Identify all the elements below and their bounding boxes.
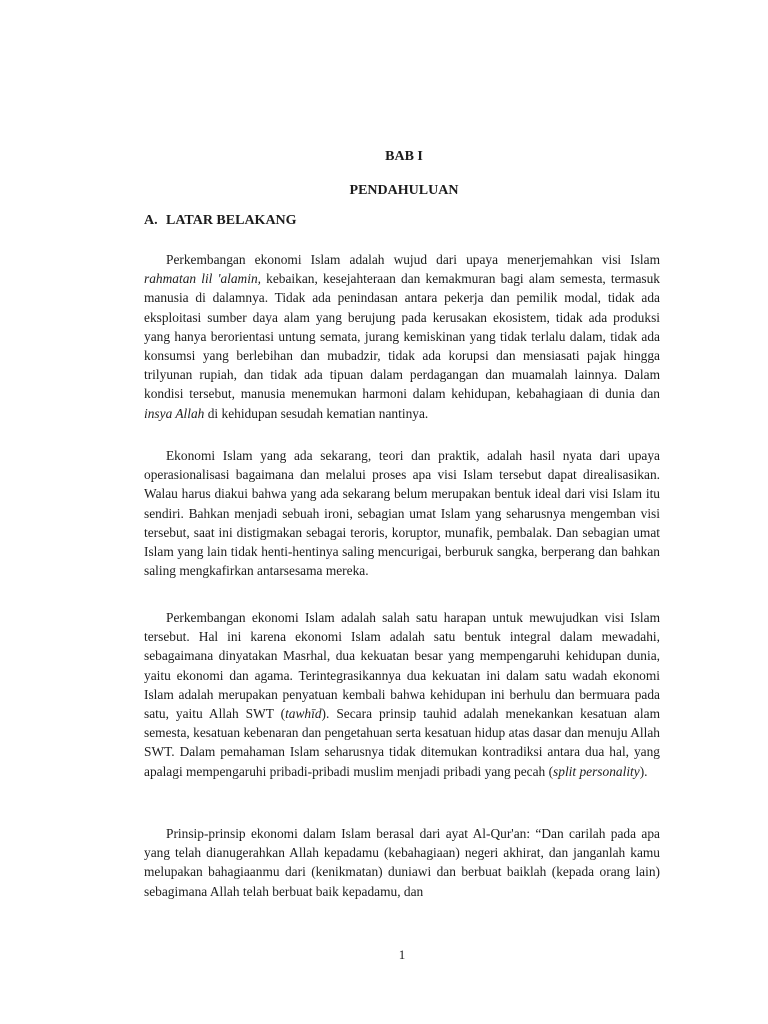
paragraph-4-text: Prinsip-prinsip ekonomi dalam Islam berasal dari ayat Al-Qur'an: “Dan carilah pada apa yang telah dianugerahkan Allah kepadamu (kebahagiaan) negeri akhirat, dan janganlah kamu melupakan bahagiaanmu dari (kenikmatan) duniawi dan berbuat baiklah (kepada orang lain) sebagimana Allah telah berbuat baik kepadamu, dan: [144, 826, 660, 899]
paragraph-3-italic-term-2: split personality: [553, 763, 640, 779]
paragraph-1-text-c: kebaikan, kesejahteraan dan kemakmuran bagi alam semesta, termasuk manusia di dalamnya. Tidak ada penindasan antara pekerja dan pemilik modal, tidak ada eksploitasi sumber daya alam yang berujung pada kerusakan ekosistem, tidak ada produksi yang hanya berorientasi untung semata, jurang kemiskinan yang tidak terlalu dalam, tidak ada konsumsi yang berlebihan dan mubadzir, tidak ada korupsi dan mensiasati pajak hingga trilyunan rupiah, dan tidak ada tipuan dalam perdagangan dan muamalah lainnya. Dalam kondisi tersebut, manusia menemukan harmoni dalam kehidupan, kebahagiaan di dunia dan: [144, 271, 660, 402]
paragraph-3-text-e: ).: [639, 763, 648, 779]
section-number: A.: [144, 213, 158, 228]
chapter-label: BAB I: [385, 149, 423, 164]
paragraph-3-italic-term-1: tawhīd: [285, 706, 322, 722]
paragraph-3-text-c: ). Secara prinsip tauhid adalah menekankan kesatuan alam semesta, kesatuan kebenaran dan pengetahuan serta kesatuan hidup atas dasar dan menuju Allah SWT. Dalam pemahaman Islam seharusnya tidak ditemukan kontradiksi antara dua hal, yang apalagi mempengaruhi pribadi-pribadi muslim menjadi pribadi yang pecah (: [144, 706, 660, 779]
paragraph-1-text-e: di kehidupan sesudah kematian nantinya.: [204, 405, 429, 421]
section-heading: [144, 212, 297, 230]
chapter-title: PENDAHULUAN: [349, 183, 459, 198]
paragraph-4: [144, 824, 660, 901]
paragraph-1-italic-term-1: rahmatan lil 'alamin,: [144, 271, 261, 287]
page-number: 1: [398, 947, 406, 962]
paragraph-1-text-a: Perkembangan ekonomi Islam adalah wujud dari upaya menerjemahkan visi Islam: [166, 252, 660, 267]
paragraph-3-text-a: Perkembangan ekonomi Islam adalah salah satu harapan untuk mewujudkan visi Islam tersebut. Hal ini karena ekonomi Islam adalah satu bentuk integral dalam mewadahi, sebagaimana dinyatakan Masrhal, dua kekuatan besar yang mempengaruhi kehidupan dunia, yaitu ekonomi dan agama. Terintegrasikannya dua kekuatan ini dalam satu wadah ekonomi Islam adalah merupakan penyatuan kembali bahwa kehidupan ini berhulu dan bermuara pada satu, yaitu Allah SWT (: [144, 610, 660, 722]
paragraph-2: [144, 446, 660, 580]
paragraph-2-text: Ekonomi Islam yang ada sekarang, teori dan praktik, adalah hasil nyata dari upaya operasionalisasi bagaimana dan melalui proses apa visi Islam tersebut dapat direalisasikan. Walau harus diakui bahwa yang ada sekarang belum merupakan bentuk ideal dari visi Islam itu sendiri. Bahkan menjadi sebuah ironi, sebagian umat Islam yang seharusnya mengemban visi tersebut, saat ini distigmakan sebagai teroris, koruptor, munafik, pembalak. Dan sebagian umat Islam yang lain tidak henti-hentinya saling mencurigai, berburuk sangka, berperang dan bahkan saling mengkafirkan antarsesama mereka.: [144, 448, 660, 579]
paragraph-3: [144, 608, 660, 781]
section-title: LATAR BELAKANG: [166, 213, 297, 228]
paragraph-1: [144, 250, 660, 423]
paragraph-1-italic-term-2: insya Allah: [144, 405, 205, 421]
